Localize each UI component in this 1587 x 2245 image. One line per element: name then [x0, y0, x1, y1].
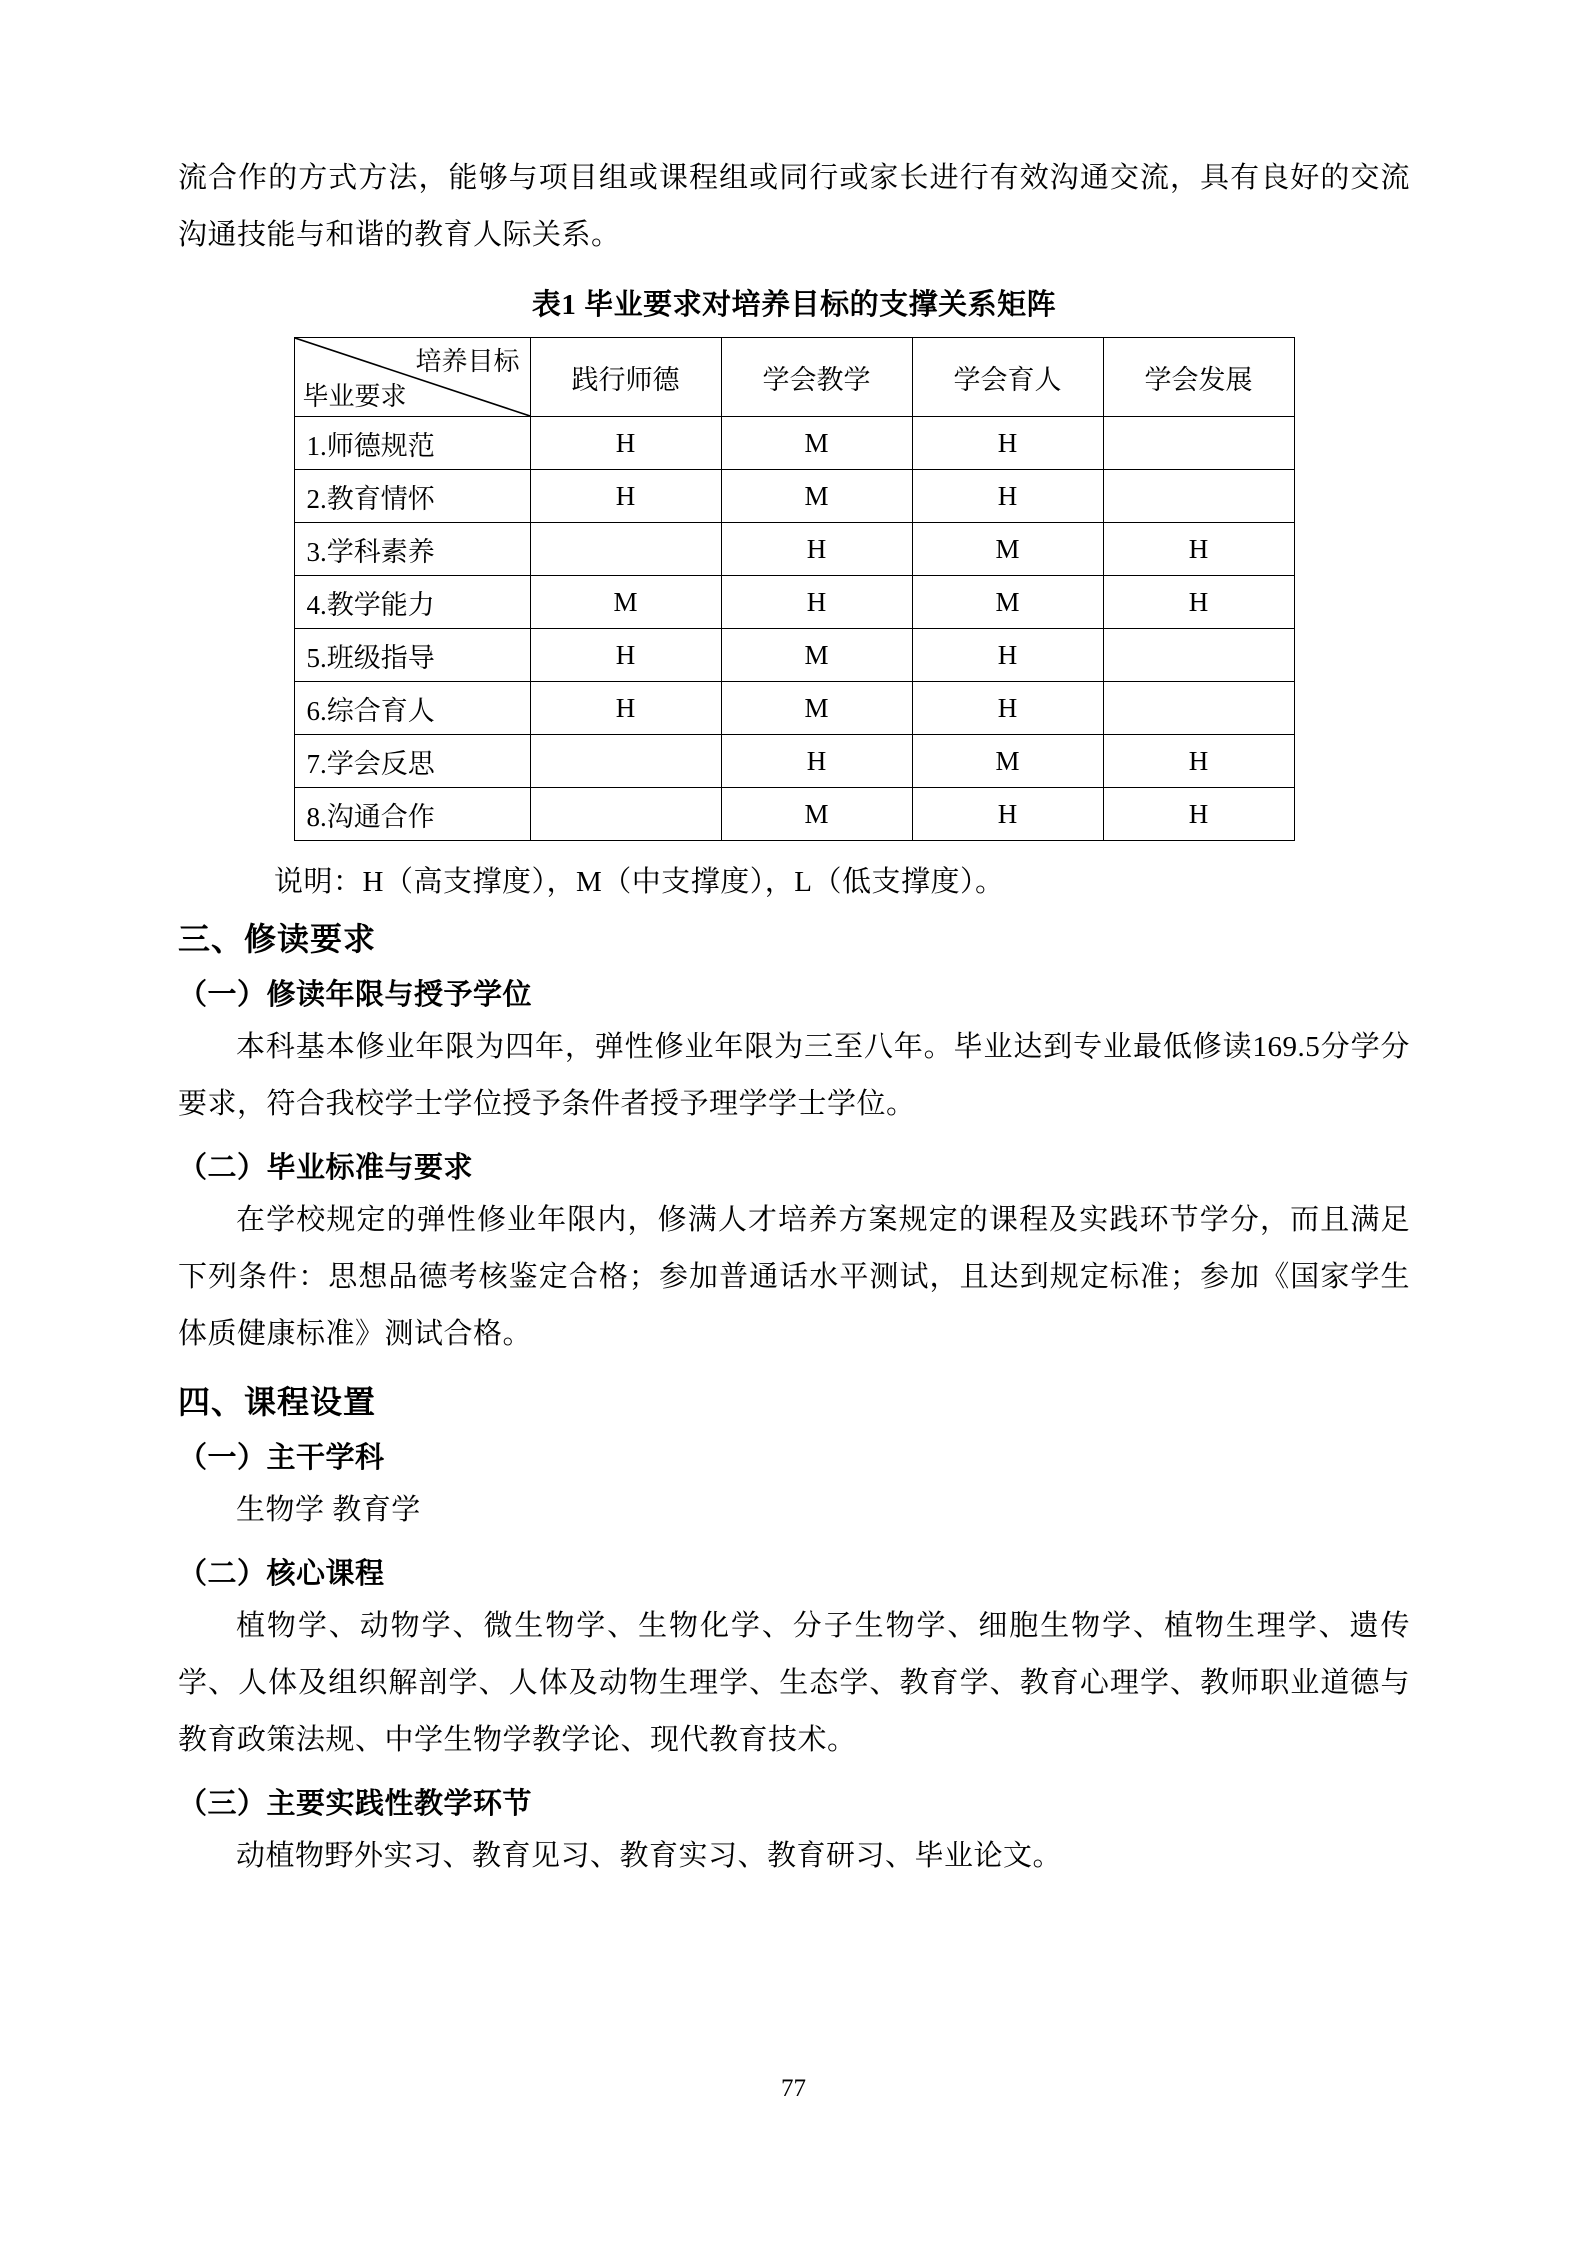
support-matrix-table [294, 337, 1295, 841]
cell [1103, 682, 1294, 735]
page-number: 77 [781, 2075, 806, 2102]
page-content [178, 150, 1410, 1885]
cell: H [912, 629, 1103, 682]
corner-top-right-label: 培养目标 [415, 347, 520, 376]
cell: M [912, 523, 1103, 576]
paragraph-4-2: 植物学、动物学、微生物学、生物化学、分子生物学、细胞生物学、植物生理学、遗传学、人体及组织解剖学、人体及动物生理学、生态学、教育学、教育心理学、教师职业道德与教育政策法规、中学生物学教学论、现代教育技术。 [178, 1610, 1410, 1756]
cell: M [721, 682, 912, 735]
cell [530, 735, 721, 788]
cell: H [1103, 788, 1294, 841]
subsection-heading-4-1: （一）主干学科 [178, 1442, 385, 1474]
cell: M [721, 629, 912, 682]
cell: H [530, 470, 721, 523]
cell: H [721, 735, 912, 788]
section-heading-3: 三、修读要求 [178, 921, 377, 957]
paragraph-3-2: 在学校规定的弹性修业年限内，修满人才培养方案规定的课程及实践环节学分，而且满足下列条件：思想品德考核鉴定合格；参加普通话水平测试，且达到规定标准；参加《国家学生体质健康标准》测试合格。 [178, 1204, 1410, 1350]
cell: M [721, 470, 912, 523]
row-label: 5.班级指导 [294, 629, 530, 682]
table-row [294, 576, 1294, 629]
cell: M [912, 735, 1103, 788]
row-label: 4.教学能力 [294, 576, 530, 629]
cell [530, 788, 721, 841]
paragraph-4-1: 生物学 教育学 [236, 1494, 421, 1526]
corner-bottom-left-label: 毕业要求 [302, 382, 407, 411]
cell: H [912, 470, 1103, 523]
cell: M [912, 576, 1103, 629]
cell: M [530, 576, 721, 629]
table-row [294, 417, 1294, 470]
row-label: 6.综合育人 [294, 682, 530, 735]
table-row [294, 523, 1294, 576]
column-header-2: 学会育人 [912, 338, 1103, 417]
cell: M [721, 788, 912, 841]
cell: H [721, 523, 912, 576]
cell: H [1103, 523, 1294, 576]
table-note: 说明：H（高支撑度），M（中支撑度），L（低支撑度）。 [274, 866, 1005, 898]
cell: H [1103, 576, 1294, 629]
cell: H [530, 629, 721, 682]
intro-paragraph: 流合作的方式方法，能够与项目组或课程组或同行或家长进行有效沟通交流，具有良好的交流沟通技能与和谐的教育人际关系。 [178, 162, 1410, 251]
cell: H [530, 682, 721, 735]
table-header-row [294, 338, 1294, 417]
cell: H [721, 576, 912, 629]
table-row [294, 629, 1294, 682]
table-row [294, 788, 1294, 841]
table-row [294, 470, 1294, 523]
subsection-heading-3-1: （一）修读年限与授予学位 [178, 979, 533, 1011]
column-header-3: 学会发展 [1103, 338, 1294, 417]
cell: H [530, 417, 721, 470]
cell [530, 523, 721, 576]
cell: H [912, 682, 1103, 735]
table-row [294, 735, 1294, 788]
cell: H [912, 788, 1103, 841]
cell [1103, 470, 1294, 523]
cell: M [721, 417, 912, 470]
section-heading-4: 四、课程设置 [178, 1384, 377, 1420]
table-corner-cell [294, 338, 530, 417]
cell: H [1103, 735, 1294, 788]
row-label: 7.学会反思 [294, 735, 530, 788]
cell [1103, 417, 1294, 470]
paragraph-4-3: 动植物野外实习、教育见习、教育实习、教育研习、毕业论文。 [236, 1840, 1063, 1872]
subsection-heading-3-2: （二）毕业标准与要求 [178, 1152, 474, 1184]
cell: H [912, 417, 1103, 470]
row-label: 2.教育情怀 [294, 470, 530, 523]
row-label: 3.学科素养 [294, 523, 530, 576]
row-label: 1.师德规范 [294, 417, 530, 470]
table-row [294, 682, 1294, 735]
column-header-0: 践行师德 [530, 338, 721, 417]
row-label: 8.沟通合作 [294, 788, 530, 841]
subsection-heading-4-3: （三）主要实践性教学环节 [178, 1788, 533, 1820]
column-header-1: 学会教学 [721, 338, 912, 417]
paragraph-3-1: 本科基本修业年限为四年，弹性修业年限为三至八年。毕业达到专业最低修读169.5分学分要求，符合我校学士学位授予条件者授予理学学士学位。 [178, 1031, 1410, 1120]
table-caption: 表1 毕业要求对培养目标的支撑关系矩阵 [531, 289, 1057, 321]
cell [1103, 629, 1294, 682]
subsection-heading-4-2: （二）核心课程 [178, 1558, 385, 1590]
